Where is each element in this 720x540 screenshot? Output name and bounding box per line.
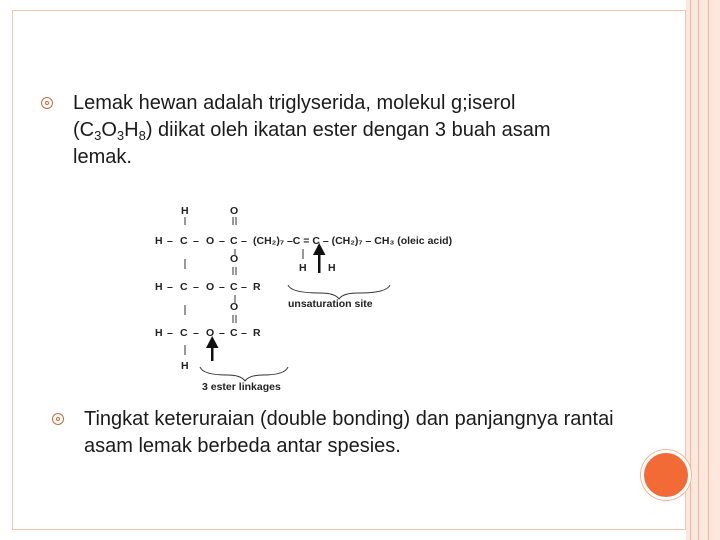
- bullet-item-2: [52, 406, 622, 460]
- row1-chain: (CH₂)₇ –C = C – (CH₂)₇ – CH₃ (oleic acid): [253, 235, 453, 247]
- carbonyl-o-2: O: [230, 253, 239, 265]
- row1-h: H: [155, 235, 163, 247]
- row3-chain: R: [253, 327, 261, 339]
- bond: –: [193, 235, 199, 247]
- row2-o: O: [206, 281, 215, 293]
- bond: –: [241, 281, 247, 293]
- unsaturation-label: unsaturation site: [288, 298, 373, 310]
- site-h-left: H: [299, 262, 307, 274]
- decorative-line: [698, 0, 699, 540]
- bond: –: [219, 235, 225, 247]
- bond: –: [167, 281, 173, 293]
- row2-chain: R: [253, 281, 261, 293]
- decorative-line: [690, 0, 691, 540]
- bond: –: [193, 327, 199, 339]
- bond: –: [241, 235, 247, 247]
- bullet-text-1: Lemak hewan adalah triglyserida, molekul g;iserol $(C_3O_3H_8)$ diikat oleh ikatan ester dengan 3 buah asam lemak.: [73, 92, 551, 168]
- site-h-right: H: [328, 262, 336, 274]
- row1-co: C: [230, 235, 238, 247]
- bond: –: [241, 327, 247, 339]
- bond: –: [167, 327, 173, 339]
- bond: –: [219, 327, 225, 339]
- bullet-icon: [52, 413, 64, 425]
- bond: –: [219, 281, 225, 293]
- decorative-line: [708, 0, 709, 540]
- carbonyl-o-3: O: [230, 301, 239, 313]
- bullet-icon: [41, 97, 53, 109]
- row2-co: C: [230, 281, 238, 293]
- top-h: H: [181, 205, 189, 217]
- row3-h: H: [155, 327, 163, 339]
- bullet-item-1: [41, 90, 611, 171]
- row2-h: H: [155, 281, 163, 293]
- row1-c: C: [180, 235, 188, 247]
- decorative-side-band: [686, 0, 720, 540]
- triglyceride-structure-diagram: [145, 197, 510, 397]
- bond: –: [167, 235, 173, 247]
- row3-co: C: [230, 327, 238, 339]
- bottom-h: H: [181, 360, 189, 372]
- row3-c: C: [180, 327, 188, 339]
- row3-o: O: [206, 327, 215, 339]
- orange-circle-decoration: [641, 450, 691, 500]
- bullet-text-2: Tingkat keteruraian (double bonding) dan panjangnya rantai asam lemak berbeda antar spesies.: [84, 408, 614, 457]
- row1-o: O: [206, 235, 215, 247]
- bond: –: [193, 281, 199, 293]
- carbonyl-o-1: O: [230, 205, 239, 217]
- ester-label: 3 ester linkages: [202, 381, 281, 393]
- row2-c: C: [180, 281, 188, 293]
